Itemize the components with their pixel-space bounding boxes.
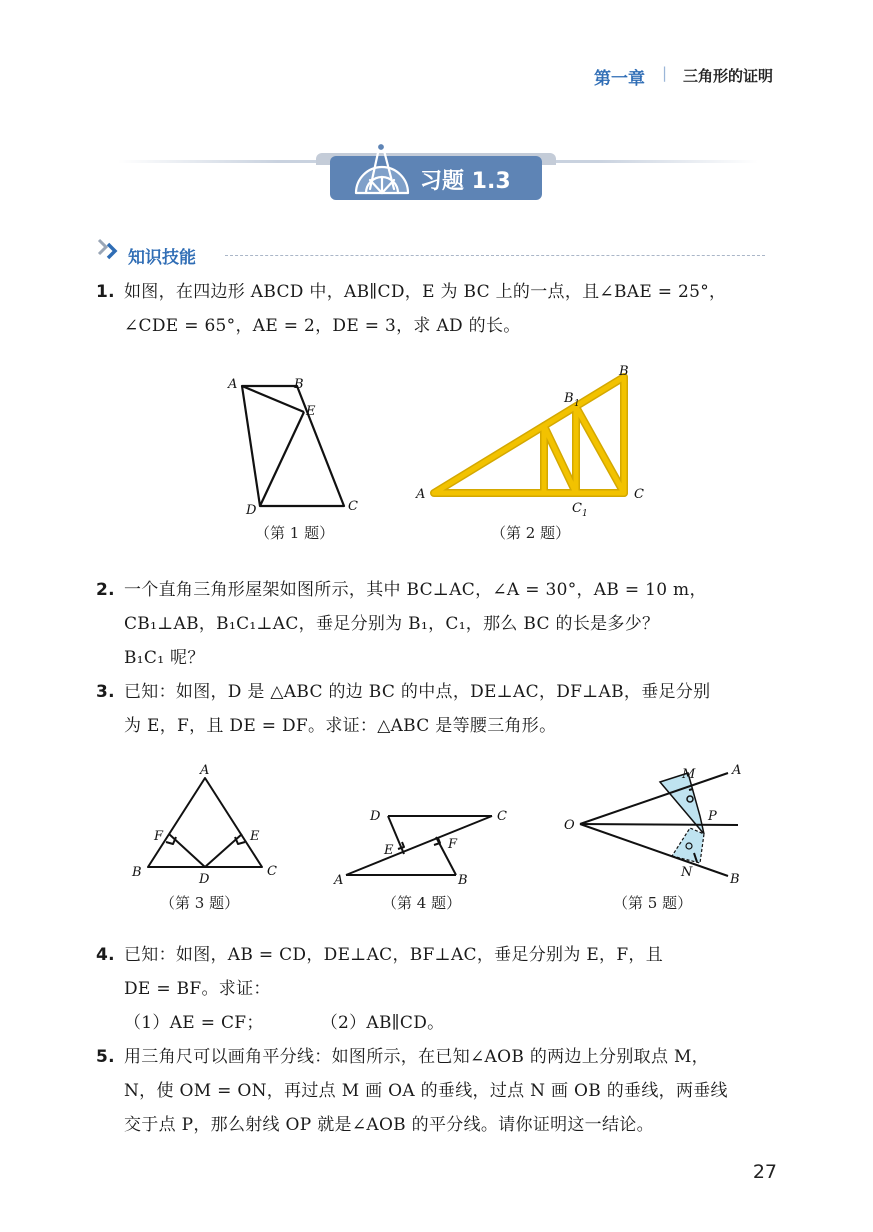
fig1-label-c: C xyxy=(348,499,358,514)
fig4-label-a: A xyxy=(334,873,344,888)
section-title: 三角形的证明 xyxy=(683,67,774,85)
fig3-label-e: E xyxy=(250,829,260,844)
problem-number: 1. xyxy=(96,282,115,302)
figure-2 xyxy=(410,362,660,522)
figure-5 xyxy=(560,760,760,890)
fig4-label-e: E xyxy=(384,843,394,858)
problem-number: 4. xyxy=(96,945,115,965)
problem-text: 已知：如图，AB = CD，DE⊥AC，BF⊥AC，垂足分别为 E，F，且 xyxy=(124,945,664,965)
fig3-label-f: F xyxy=(154,829,164,844)
chapter-label: 第一章 xyxy=(594,69,645,89)
problem-number: 2. xyxy=(96,580,115,600)
problem-text: 如图，在四边形 ABCD 中，AB∥CD，E 为 BC 上的一点，且∠BAE = 25°， xyxy=(124,282,727,302)
problem-text: 一个直角三角形屋架如图所示，其中 BC⊥AC，∠A = 30°，AB = 10 m， xyxy=(124,580,707,600)
problem-1 xyxy=(96,275,786,343)
fig2-label-b: B xyxy=(619,364,629,379)
problem-2 xyxy=(96,573,786,675)
figure-5-caption: （第 5 题） xyxy=(613,894,693,912)
fig2-subscript: 1 xyxy=(574,399,580,409)
fig4-label-c: C xyxy=(497,809,507,824)
problem-text: DE = BF。求证： xyxy=(124,979,271,999)
problem-text: N，使 OM = ON，再过点 M 画 OA 的垂线，过点 N 画 OB 的垂线，两垂线 xyxy=(124,1081,728,1101)
fig2-label-a: A xyxy=(416,487,426,502)
fig5-label-n: N xyxy=(681,865,693,880)
page-number: 27 xyxy=(752,1161,777,1183)
problem-text: B₁C₁ 呢？ xyxy=(124,648,205,668)
compass-protractor-icon xyxy=(350,133,414,199)
fig3-label-d: D xyxy=(199,872,210,886)
problem-4 xyxy=(96,938,786,1040)
fig3-label-b: B xyxy=(132,865,142,880)
fig2-label-b1: B xyxy=(564,391,574,406)
fig2-label-c1: C xyxy=(572,501,582,516)
problem-5 xyxy=(96,1040,786,1142)
figure-4-caption: （第 4 题） xyxy=(382,894,462,912)
problem-text: 已知：如图，D 是 △ABC 的边 BC 的中点，DE⊥AC，DF⊥AB，垂足分别 xyxy=(124,682,711,702)
figure-3-caption: （第 3 题） xyxy=(160,894,240,912)
fig3-label-c: C xyxy=(267,864,277,879)
figure-3 xyxy=(128,762,288,886)
fig4-label-d: D xyxy=(370,809,381,824)
fig4-label-b: B xyxy=(458,873,468,888)
fig4-label-f: F xyxy=(448,837,458,852)
fig1-label-e: E xyxy=(306,404,316,419)
figure-4 xyxy=(330,802,520,888)
fig5-label-p: P xyxy=(708,809,717,824)
problem-text: 交于点 P，那么射线 OP 就是∠AOB 的平分线。请你证明这一结论。 xyxy=(124,1115,654,1135)
problem-text: 用三角尺可以画角平分线：如图所示，在已知∠AOB 的两边上分别取点 M， xyxy=(124,1047,709,1067)
knowledge-rule xyxy=(225,255,765,256)
problem-text: （1）AE = CF； （2）AB∥CD。 xyxy=(124,1013,445,1033)
problem-3 xyxy=(96,675,786,743)
chevron-right-icon xyxy=(95,236,127,262)
fig5-label-a: A xyxy=(732,763,742,778)
fig1-label-a: A xyxy=(228,377,238,392)
fig5-label-m: M xyxy=(682,767,696,782)
fig2-label-c: C xyxy=(634,487,644,502)
fig1-label-b: B xyxy=(294,377,304,392)
fig3-label-a: A xyxy=(200,763,210,778)
problem-text: ∠CDE = 65°，AE = 2，DE = 3，求 AD 的长。 xyxy=(124,316,521,336)
banner-title: 习题 1.3 xyxy=(420,169,511,194)
knowledge-heading: 知识技能 xyxy=(128,248,196,268)
fig1-label-d: D xyxy=(246,503,257,518)
fig5-label-b: B xyxy=(730,872,740,887)
header-separator: | xyxy=(662,64,668,82)
figure-1-caption: （第 1 题） xyxy=(255,524,335,542)
fig5-label-o: O xyxy=(564,818,575,833)
problem-number: 3. xyxy=(96,682,115,702)
problem-number: 5. xyxy=(96,1047,115,1067)
figure-2-caption: （第 2 题） xyxy=(491,524,571,542)
problem-text: 为 E，F，且 DE = DF。求证：△ABC 是等腰三角形。 xyxy=(124,716,557,736)
problem-text: CB₁⊥AB，B₁C₁⊥AC，垂足分别为 B₁，C₁，那么 BC 的长是多少？ xyxy=(124,614,660,634)
fig2-subscript: 1 xyxy=(582,509,588,519)
figure-1 xyxy=(222,372,372,520)
